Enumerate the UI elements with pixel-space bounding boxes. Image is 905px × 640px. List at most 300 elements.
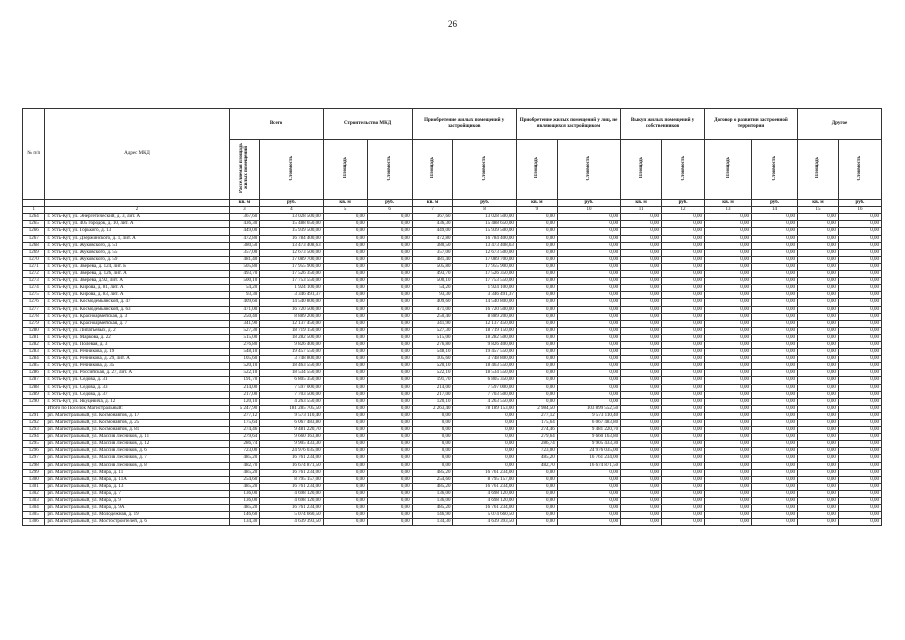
value-cell: 0,00 [662, 448, 705, 455]
value-cell: 0,00 [662, 235, 705, 242]
value-cell: 0,00 [752, 519, 798, 526]
value-cell: 0,00 [621, 299, 662, 306]
unit-cell: кв. м [229, 200, 260, 207]
value-cell: 0,00 [662, 377, 705, 384]
value-cell: 0,00 [704, 420, 751, 427]
value-cell: 15 939 500,00 [260, 228, 323, 235]
value-cell: 214,00 [229, 384, 260, 391]
value-cell: 0,00 [557, 292, 620, 299]
value-cell: 16 761 234,00 [453, 505, 516, 512]
value-cell: 17 526 350,00 [260, 271, 323, 278]
address-cell: г. Усть-Кут, ул. Кирова, д. 83, лит. А [45, 292, 229, 299]
subheader-label: Стоимость [586, 155, 592, 181]
subheader-area [798, 140, 839, 200]
value-cell: 0,00 [621, 448, 662, 455]
subheader-area [229, 140, 260, 200]
column-index-cell: 2 [45, 207, 229, 214]
value-cell: 0,00 [367, 420, 412, 427]
address-cell: г. Усть-Кут, ул. Энергетический, д. 3, лит. А [45, 214, 229, 221]
value-cell: 0,00 [367, 483, 412, 490]
value-cell: 250,40 [412, 313, 453, 320]
value-cell: 0,00 [662, 299, 705, 306]
value-cell: 9 660 163,80 [557, 434, 620, 441]
value-cell: 0,00 [557, 299, 620, 306]
value-cell: 485,20 [412, 505, 453, 512]
unit-cell: руб. [662, 200, 705, 207]
value-cell: 134,30 [412, 519, 453, 526]
subheader-label: Расселяемая площадь жилых помещений [239, 143, 250, 193]
value-cell: 0,00 [798, 505, 839, 512]
value-cell: 15 939 500,00 [453, 228, 516, 235]
value-cell: 0,00 [367, 384, 412, 391]
value-cell: 120,10 [229, 398, 260, 405]
value-cell: 0,00 [662, 434, 705, 441]
value-cell: 16 761 234,00 [260, 505, 323, 512]
value-cell: 0,00 [662, 327, 705, 334]
value-cell: 0,00 [621, 434, 662, 441]
value-cell: 0,00 [752, 434, 798, 441]
row-number-cell: 1306 [23, 519, 45, 526]
value-cell: 0,00 [838, 377, 881, 384]
value-cell: 0,00 [516, 476, 557, 483]
value-cell: 0,00 [838, 320, 881, 327]
unit-cell: кв. м [704, 200, 751, 207]
value-cell: 0,00 [367, 377, 412, 384]
value-cell: 0,00 [798, 469, 839, 476]
row-number-cell: 1297 [23, 455, 45, 462]
value-cell: 0,00 [453, 462, 516, 469]
value-cell: 0,00 [621, 469, 662, 476]
value-cell: 485,20 [412, 469, 453, 476]
value-cell: 0,00 [323, 334, 367, 341]
column-index-cell: 6 [367, 207, 412, 214]
value-cell: 0,00 [838, 420, 881, 427]
value-cell: 380,50 [412, 242, 453, 249]
value-cell: 0,00 [516, 391, 557, 398]
value-cell: 0,00 [367, 363, 412, 370]
value-cell: 0,00 [838, 512, 881, 519]
value-cell: 0,00 [752, 306, 798, 313]
value-cell: 4 263 550,00 [453, 398, 516, 405]
row-number-cell: 1289 [23, 391, 45, 398]
address-cell: г. Усть-Кут, ул. Жуковского, д. 51 [45, 242, 229, 249]
value-cell: 0,00 [704, 256, 751, 263]
value-cell: 0,00 [367, 349, 412, 356]
value-cell: 0,00 [323, 363, 367, 370]
column-index-cell: 1 [23, 207, 45, 214]
value-cell: 0,00 [752, 285, 798, 292]
value-cell: 6 805 350,00 [453, 377, 516, 384]
value-cell: 0,00 [323, 441, 367, 448]
value-cell: 0,00 [557, 469, 620, 476]
value-cell: 0,00 [367, 476, 412, 483]
value-cell: 0,00 [621, 498, 662, 505]
column-index-cell: 10 [557, 207, 620, 214]
value-cell: 0,00 [621, 320, 662, 327]
row-number-cell: 1286 [23, 370, 45, 377]
row-number-cell: 1272 [23, 271, 45, 278]
value-cell: 0,00 [704, 242, 751, 249]
value-cell: 9 573 110,40 [557, 412, 620, 419]
value-cell: 0,00 [367, 462, 412, 469]
value-cell: 0,00 [367, 249, 412, 256]
value-cell: 0,00 [323, 249, 367, 256]
value-cell: 0,00 [838, 498, 881, 505]
value-cell: 0,00 [662, 469, 705, 476]
column-index-row [23, 207, 882, 214]
value-cell: 0,00 [516, 519, 557, 526]
unit-cell: руб. [838, 200, 881, 207]
value-cell: 0,00 [704, 427, 751, 434]
value-cell: 0,00 [838, 462, 881, 469]
value-cell: 0,00 [557, 263, 620, 270]
resettlement-table [22, 108, 882, 526]
value-cell: 0,00 [323, 398, 367, 405]
value-cell: 0,00 [662, 306, 705, 313]
value-cell: 0,00 [704, 398, 751, 405]
value-cell: 16 674 871,50 [557, 462, 620, 469]
value-cell: 0,00 [704, 299, 751, 306]
value-cell: 0,00 [704, 306, 751, 313]
value-cell: 4 639 393,50 [260, 519, 323, 526]
subheader-cost [367, 140, 412, 200]
header-group-development-agreement: Договор о развитии застроенной территории [704, 109, 797, 140]
value-cell: 0,00 [323, 313, 367, 320]
value-cell: 0,00 [516, 271, 557, 278]
address-cell: рп. Магистральный, ул. Массив Лесников, д. 7 [45, 455, 229, 462]
table-row [23, 299, 882, 306]
value-cell: 0,00 [752, 448, 798, 455]
value-cell: 16 761 234,00 [453, 483, 516, 490]
value-cell: 0,00 [662, 441, 705, 448]
unit-cell: руб. [557, 200, 620, 207]
value-cell: 0,00 [367, 320, 412, 327]
row-number-cell: 1301 [23, 483, 45, 490]
column-index-cell: 5 [323, 207, 367, 214]
value-cell: 0,00 [662, 391, 705, 398]
value-cell: 0,00 [453, 434, 516, 441]
column-index-cell: 3 [229, 207, 260, 214]
value-cell: 0,00 [557, 377, 620, 384]
value-cell: 12 137 450,00 [453, 320, 516, 327]
address-cell: г. Усть-Кут, ул. Красноармейская, д. 3 [45, 313, 229, 320]
subheader-label: Площадь [638, 157, 644, 179]
value-cell: 0,00 [662, 292, 705, 299]
column-index-cell: 15 [798, 207, 839, 214]
value-cell: 0,00 [323, 263, 367, 270]
value-cell: 380,50 [229, 242, 260, 249]
value-cell: 515,00 [229, 334, 260, 341]
address-cell: рп. Магистральный, ул. Молодежная, д. 19 [45, 512, 229, 519]
value-cell: 0,00 [838, 469, 881, 476]
value-cell: 0,00 [838, 242, 881, 249]
table-row [23, 235, 882, 242]
value-cell: 0,00 [704, 327, 751, 334]
value-cell: 0,00 [752, 420, 798, 427]
row-number-cell: 1292 [23, 420, 45, 427]
row-number-cell: 1266 [23, 228, 45, 235]
value-cell: 0,00 [662, 370, 705, 377]
row-number-cell: 1277 [23, 306, 45, 313]
value-cell: 5 074 660,50 [453, 512, 516, 519]
table-row [23, 469, 882, 476]
value-cell: 0,00 [662, 278, 705, 285]
address-cell: рп. Магистральный, ул. Мостостроителей, д. 6 [45, 519, 229, 526]
value-cell: 0,00 [367, 313, 412, 320]
table-row [23, 398, 882, 405]
subheader-label: Площадь [815, 157, 821, 179]
value-cell: 0,00 [516, 398, 557, 405]
table-row [23, 349, 882, 356]
value-cell: 0,00 [662, 519, 705, 526]
value-cell: 136,00 [412, 498, 453, 505]
value-cell: 0,00 [838, 292, 881, 299]
value-cell: 0,00 [453, 448, 516, 455]
value-cell: 0,00 [752, 455, 798, 462]
value-cell: 0,00 [662, 313, 705, 320]
value-cell: 0,00 [798, 363, 839, 370]
unit-cell: кв. м [798, 200, 839, 207]
value-cell: 500,10 [229, 278, 260, 285]
value-cell: 0,00 [704, 370, 751, 377]
value-cell: 0,00 [798, 249, 839, 256]
value-cell: 0,00 [516, 363, 557, 370]
value-cell: 0,00 [323, 420, 367, 427]
value-cell: 0,00 [516, 292, 557, 299]
value-cell: 0,00 [752, 469, 798, 476]
subheader-label: Стоимость [857, 155, 863, 181]
value-cell: 0,00 [557, 363, 620, 370]
value-cell: 18 463 550,00 [453, 363, 516, 370]
value-cell: 0,00 [662, 334, 705, 341]
value-cell: 4 639 393,50 [453, 519, 516, 526]
value-cell: 0,00 [412, 455, 453, 462]
value-cell: 0,00 [323, 327, 367, 334]
value-cell: 0,00 [662, 490, 705, 497]
value-cell: 548,10 [229, 349, 260, 356]
value-cell: 0,00 [752, 327, 798, 334]
value-cell: 0,00 [367, 405, 412, 412]
column-index-cell: 4 [260, 207, 323, 214]
value-cell: 136,00 [229, 490, 260, 497]
row-number-cell: 1285 [23, 363, 45, 370]
address-cell: г. Усть-Кут, ул. Дзержинского, д. 1, лит. А [45, 235, 229, 242]
table-row [23, 412, 882, 419]
subheader-area [323, 140, 367, 200]
value-cell: 0,00 [752, 490, 798, 497]
row-number-cell: 1300 [23, 476, 45, 483]
value-cell: 0,00 [621, 249, 662, 256]
address-cell: рп. Магистральный, ул. Мира, д. 11А [45, 476, 229, 483]
value-cell: 0,00 [323, 278, 367, 285]
value-cell: 0,00 [662, 420, 705, 427]
value-cell: 0,00 [323, 349, 367, 356]
address-cell: рп. Магистральный, ул. Мира, д. 9А [45, 505, 229, 512]
value-cell: 0,00 [704, 441, 751, 448]
subheader-label: Стоимость [288, 155, 294, 181]
value-cell: 472,80 [229, 235, 260, 242]
value-cell: 0,00 [752, 427, 798, 434]
row-number-cell: 1283 [23, 349, 45, 356]
value-cell: 0,00 [621, 384, 662, 391]
table-row [23, 490, 882, 497]
value-cell: 0,00 [798, 228, 839, 235]
value-cell: 0,00 [752, 370, 798, 377]
value-cell: 0,00 [516, 313, 557, 320]
value-cell: 0,00 [516, 249, 557, 256]
header-group-non-developers: Приобретение жилых помещений у лиц, не являющихся застройщиком [516, 109, 620, 140]
table-row [23, 519, 882, 526]
table-row [23, 242, 882, 249]
subheader-cost [453, 140, 516, 200]
table-row [23, 448, 882, 455]
value-cell: 191,70 [229, 377, 260, 384]
value-cell: 0,00 [367, 434, 412, 441]
value-cell: 0,00 [798, 377, 839, 384]
value-cell: 0,00 [662, 256, 705, 263]
address-cell: рп. Магистральный, ул. Космонавтов, д. 25 [45, 420, 229, 427]
address-cell: рп. Магистральный, ул. Мира, д. 7 [45, 490, 229, 497]
program-table [22, 108, 882, 526]
value-cell: 0,00 [798, 405, 839, 412]
value-cell: 0,00 [621, 235, 662, 242]
value-cell: 274,46 [229, 427, 260, 434]
value-cell: 0,00 [704, 235, 751, 242]
value-cell: 17 955 900,00 [453, 263, 516, 270]
value-cell: 0,00 [662, 356, 705, 363]
value-cell: 0,00 [704, 214, 751, 221]
value-cell: 0,00 [621, 412, 662, 419]
value-cell: 471,00 [412, 306, 453, 313]
value-cell: 0,00 [798, 448, 839, 455]
value-cell: 0,00 [662, 405, 705, 412]
table-row [23, 441, 882, 448]
value-cell: 0,00 [798, 242, 839, 249]
value-cell: 0,00 [367, 334, 412, 341]
value-cell: 0,00 [516, 370, 557, 377]
value-cell: 0,00 [323, 476, 367, 483]
value-cell: 0,00 [323, 434, 367, 441]
value-cell: 0,00 [798, 271, 839, 278]
value-cell: 485,20 [229, 469, 260, 476]
value-cell: 0,00 [838, 299, 881, 306]
unit-cell-empty [23, 200, 45, 207]
value-cell: 0,00 [752, 221, 798, 228]
value-cell: 0,00 [752, 363, 798, 370]
value-cell: 0,00 [367, 427, 412, 434]
value-cell: 54,20 [412, 285, 453, 292]
value-cell: 0,00 [367, 498, 412, 505]
value-cell: 505,80 [412, 263, 453, 270]
value-cell: 0,00 [662, 512, 705, 519]
value-cell: 254,60 [229, 476, 260, 483]
value-cell: 9 905 433,30 [557, 441, 620, 448]
value-cell: 0,00 [621, 334, 662, 341]
value-cell: 436,30 [229, 221, 260, 228]
value-cell: 105,60 [412, 356, 453, 363]
value-cell: 0,00 [367, 469, 412, 476]
value-cell: 0,00 [621, 349, 662, 356]
value-cell: 0,00 [704, 462, 751, 469]
value-cell: 0,00 [704, 349, 751, 356]
value-cell: 0,00 [704, 363, 751, 370]
value-cell: 0,00 [621, 490, 662, 497]
table-row [23, 256, 882, 263]
value-cell: 0,00 [704, 391, 751, 398]
value-cell: 357,00 [229, 249, 260, 256]
value-cell: 286,74 [516, 441, 557, 448]
column-index-cell: 14 [752, 207, 798, 214]
column-index-cell: 12 [662, 207, 705, 214]
row-number-cell: 1287 [23, 377, 45, 384]
page-number: 26 [448, 19, 457, 29]
value-cell: 0,00 [323, 242, 367, 249]
value-cell: 9 481 220,70 [260, 427, 323, 434]
row-number-cell: 1271 [23, 263, 45, 270]
address-cell: г. Усть-Кут, ул. Зверева, д. 126, лит. А [45, 271, 229, 278]
value-cell: 0,00 [621, 462, 662, 469]
value-cell: 520,10 [412, 363, 453, 370]
column-index-cell: 9 [516, 207, 557, 214]
value-cell: 0,00 [557, 242, 620, 249]
value-cell: 0,00 [367, 242, 412, 249]
value-cell: 0,00 [323, 519, 367, 526]
value-cell: 18 534 550,00 [260, 370, 323, 377]
value-cell: 0,00 [621, 306, 662, 313]
value-cell: 0,00 [557, 370, 620, 377]
value-cell: 0,00 [752, 263, 798, 270]
row-number-cell: 1278 [23, 313, 45, 320]
value-cell: 0,00 [662, 462, 705, 469]
row-number-cell: 1270 [23, 256, 45, 263]
table-row [23, 420, 882, 427]
value-cell: 0,00 [838, 278, 881, 285]
value-cell: 0,00 [838, 370, 881, 377]
value-cell: 481,40 [412, 256, 453, 263]
table-row [23, 377, 882, 384]
value-cell: 0,00 [367, 512, 412, 519]
value-cell: 449,00 [229, 228, 260, 235]
address-cell: г. Усть-Кут, ул. Маркова, д. 22 [45, 334, 229, 341]
value-cell: 0,00 [621, 427, 662, 434]
value-cell: 527,30 [412, 327, 453, 334]
address-cell: г. Усть-Кут, ул. Речникова, д. 19 [45, 349, 229, 356]
value-cell: 134,30 [229, 519, 260, 526]
value-cell: 0,00 [798, 455, 839, 462]
value-cell: 0,00 [752, 398, 798, 405]
value-cell: 0,00 [838, 263, 881, 270]
value-cell: 18 534 550,00 [453, 370, 516, 377]
value-cell: 0,00 [323, 214, 367, 221]
value-cell: 18 719 150,00 [260, 327, 323, 334]
value-cell: 0,00 [838, 271, 881, 278]
value-cell: 0,00 [516, 221, 557, 228]
value-cell: 482,70 [229, 462, 260, 469]
value-cell: 0,00 [516, 285, 557, 292]
value-cell: 0,00 [838, 313, 881, 320]
value-cell: 0,00 [838, 455, 881, 462]
value-cell: 0,00 [798, 370, 839, 377]
value-cell: 0,00 [367, 370, 412, 377]
value-cell: 15 488 650,00 [453, 221, 516, 228]
value-cell: 274,46 [516, 427, 557, 434]
value-cell: 0,00 [516, 256, 557, 263]
value-cell: 279,64 [229, 434, 260, 441]
header-num: № п/п [23, 109, 45, 200]
value-cell: 0,00 [621, 512, 662, 519]
value-cell: 0,00 [662, 349, 705, 356]
value-cell: 0,00 [367, 448, 412, 455]
